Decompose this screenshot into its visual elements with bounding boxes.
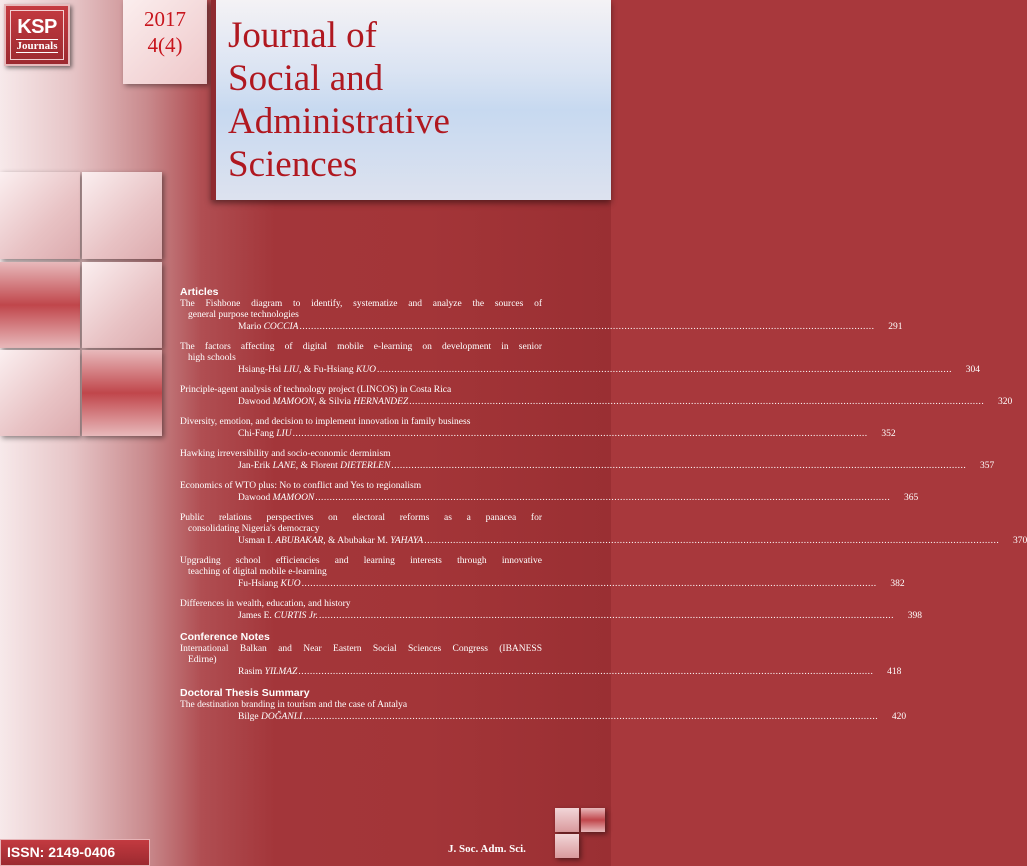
issue-box xyxy=(123,0,207,84)
article-authors xyxy=(238,397,408,408)
author-first-name: Silvia xyxy=(328,397,351,407)
issue-volume: 4(4) xyxy=(147,33,183,57)
author-separator: , & xyxy=(295,461,311,471)
leader-dots: ........................................................................................................................................................................................................ xyxy=(315,493,891,503)
article-authors xyxy=(238,322,298,333)
author-first-name: Rasim xyxy=(238,667,263,677)
page-number: 304 xyxy=(965,365,981,375)
table-of-contents xyxy=(180,286,1027,732)
leader-dots: ........................................................................................................................................................................................................ xyxy=(318,611,894,621)
decor-square xyxy=(0,350,80,436)
leader-dots: ........................................................................................................................................................................................................ xyxy=(391,461,967,471)
article-title-line: Upgrading school efficiencies and learning interests through innovative xyxy=(180,556,542,566)
issn-label: ISSN: 2149-0406 xyxy=(0,839,150,866)
journal-abbreviation: J. Soc. Adm. Sci. xyxy=(448,843,526,855)
author-row xyxy=(180,611,922,622)
section-heading: Articles xyxy=(180,286,219,298)
author-separator: , & xyxy=(314,397,329,407)
author-first-name: Usman I. xyxy=(238,536,273,546)
decor-square xyxy=(0,172,80,259)
article-authors xyxy=(238,429,292,440)
author-last-name: CURTIS Jr. xyxy=(274,611,318,621)
article-title-line: Diversity, emotion, and decision to implement innovation in family business xyxy=(180,417,471,427)
toc-entry[interactable] xyxy=(180,417,896,440)
author-last-name: KUO xyxy=(355,365,377,375)
page-number: 398 xyxy=(907,611,922,621)
author-first-name: Mario xyxy=(238,322,262,332)
author-last-name: LANE xyxy=(272,461,296,471)
author-separator: , & xyxy=(298,365,314,375)
author-last-name: YILMAZ xyxy=(264,667,298,677)
leader-dots: ........................................................................................................................................................................................................ xyxy=(377,365,953,375)
leader-dots: ........................................................................................................................................................................................................ xyxy=(303,712,879,722)
issue-year: 2017 xyxy=(144,7,186,31)
author-row xyxy=(180,536,1027,547)
article-title xyxy=(180,299,542,321)
toc-entry[interactable] xyxy=(180,449,995,472)
article-title-line: The destination branding in tourism and the case of Antalya xyxy=(180,700,408,710)
journal-title-line: Sciences xyxy=(228,144,358,185)
author-last-name: DOĞANLI xyxy=(260,712,303,722)
author-last-name: YAHAYA xyxy=(390,536,424,546)
section-heading: Conference Notes xyxy=(180,631,270,643)
author-row xyxy=(180,397,1013,408)
author-first-name: Fu-Hsiang xyxy=(238,579,279,589)
article-title-line: Principle-agent analysis of technology project (LINCOS) in Costa Rica xyxy=(180,385,452,395)
decor-square xyxy=(581,808,605,832)
author-last-name: KUO xyxy=(280,579,301,589)
author-last-name: LIU xyxy=(283,365,299,375)
page-number: 291 xyxy=(888,322,903,332)
leader-dots: ........................................................................................................................................................................................................ xyxy=(301,579,877,589)
journal-title-line: Journal of xyxy=(228,15,377,56)
author-first-name: James E. xyxy=(238,611,272,621)
decor-square xyxy=(82,172,162,259)
toc-entry[interactable] xyxy=(180,385,1013,408)
leader-dots: ........................................................................................................................................................................................................ xyxy=(424,536,1000,546)
toc-entry[interactable] xyxy=(180,556,905,590)
article-title xyxy=(180,342,542,364)
author-last-name: MAMOON xyxy=(272,493,315,503)
author-row xyxy=(180,322,903,333)
article-authors xyxy=(238,579,301,590)
article-title-continuation: consolidating Nigeria's democracy xyxy=(188,524,320,534)
article-title-line: Differences in wealth, education, and history xyxy=(180,599,351,609)
article-title xyxy=(180,556,542,578)
author-first-name: Dawood xyxy=(238,493,271,503)
decor-square xyxy=(555,834,579,858)
logo-text-journals: Journals xyxy=(16,40,58,52)
article-title-line: The factors affecting of digital mobile e-learning on development in senior xyxy=(180,342,542,352)
article-title xyxy=(180,481,542,492)
article-title xyxy=(180,417,542,428)
decor-square xyxy=(82,350,162,436)
author-last-name: HERNANDEZ xyxy=(353,397,409,407)
decor-square xyxy=(0,262,80,348)
logo-text-ksp: KSP xyxy=(17,16,57,38)
journal-title xyxy=(228,14,450,186)
article-title xyxy=(180,644,542,666)
author-first-name: Bilge xyxy=(238,712,259,722)
author-row xyxy=(180,429,896,440)
title-box xyxy=(211,0,611,200)
author-row xyxy=(180,461,995,472)
article-authors xyxy=(238,712,302,723)
article-authors xyxy=(238,461,390,472)
author-row xyxy=(180,667,902,678)
author-first-name: Florent xyxy=(310,461,338,471)
author-last-name: ABUBAKAR xyxy=(275,536,324,546)
author-first-name: Abubakar M. xyxy=(337,536,388,546)
leader-dots: ........................................................................................................................................................................................................ xyxy=(299,322,875,332)
article-title-continuation: teaching of digital mobile e-learning xyxy=(188,567,327,577)
leader-dots: ........................................................................................................................................................................................................ xyxy=(298,667,874,677)
article-title xyxy=(180,449,542,460)
article-authors xyxy=(238,667,297,678)
author-first-name: Chi-Fang xyxy=(238,429,274,439)
journal-title-line: Administrative xyxy=(228,101,450,142)
article-authors xyxy=(238,536,423,547)
toc-entry[interactable] xyxy=(180,481,919,504)
toc-entry[interactable] xyxy=(180,299,903,333)
toc-entry[interactable] xyxy=(180,513,1027,547)
page-number: 370 xyxy=(1013,536,1027,546)
author-first-name: Hsiang-Hsi xyxy=(238,365,282,375)
page-number: 418 xyxy=(887,667,902,677)
page-number: 352 xyxy=(881,429,896,439)
page-number: 382 xyxy=(890,579,905,589)
article-authors xyxy=(238,611,318,622)
page-number: 420 xyxy=(891,712,907,722)
article-authors xyxy=(238,365,376,376)
journal-title-line: Social and xyxy=(228,58,384,99)
article-title-line: Hawking irreversibility and socio-economic derminism xyxy=(180,449,391,459)
article-title-line: The Fishbone diagram to identify, systematize and analyze the sources of xyxy=(180,299,542,309)
article-title-continuation: general purpose technologies xyxy=(188,310,299,320)
author-first-name: Dawood xyxy=(238,397,271,407)
author-first-name: Fu-Hsiang xyxy=(313,365,354,375)
article-authors xyxy=(238,493,314,504)
author-last-name: LIU xyxy=(276,429,292,439)
article-title xyxy=(180,385,542,396)
article-title-continuation: high schools xyxy=(188,353,236,363)
article-title xyxy=(180,599,542,610)
author-last-name: DIETERLEN xyxy=(340,461,391,471)
leader-dots: ........................................................................................................................................................................................................ xyxy=(409,397,985,407)
leader-dots: ........................................................................................................................................................................................................ xyxy=(292,429,868,439)
toc-entry[interactable] xyxy=(180,599,922,622)
author-separator: , & xyxy=(323,536,338,546)
article-title-line: Public relations perspectives on electoral reforms as a panacea for xyxy=(180,513,542,523)
page-number: 357 xyxy=(980,461,995,471)
page-number: 320 xyxy=(997,397,1013,407)
article-title-continuation: Edirne) xyxy=(188,655,217,665)
article-title-line: Economics of WTO plus: No to conflict and Yes to regionalism xyxy=(180,481,422,491)
page-number: 365 xyxy=(904,493,919,503)
ksp-journals-logo xyxy=(4,4,70,66)
author-row xyxy=(180,579,905,590)
author-row xyxy=(180,365,981,376)
section-heading: Doctoral Thesis Summary xyxy=(180,687,310,699)
author-first-name: Jan-Erik xyxy=(238,461,271,471)
toc-entry[interactable] xyxy=(180,644,902,678)
article-title xyxy=(180,700,542,711)
author-last-name: MAMOON xyxy=(272,397,315,407)
toc-entry[interactable] xyxy=(180,700,907,723)
decor-square xyxy=(555,808,579,832)
article-title xyxy=(180,513,542,535)
author-row xyxy=(180,712,907,723)
article-title-line: International Balkan and Near Eastern Social Sciences Congress (IBANESS xyxy=(180,644,542,654)
toc-entry[interactable] xyxy=(180,342,981,376)
decor-square xyxy=(82,262,162,348)
author-row xyxy=(180,493,919,504)
author-last-name: COCCIA xyxy=(263,322,299,332)
